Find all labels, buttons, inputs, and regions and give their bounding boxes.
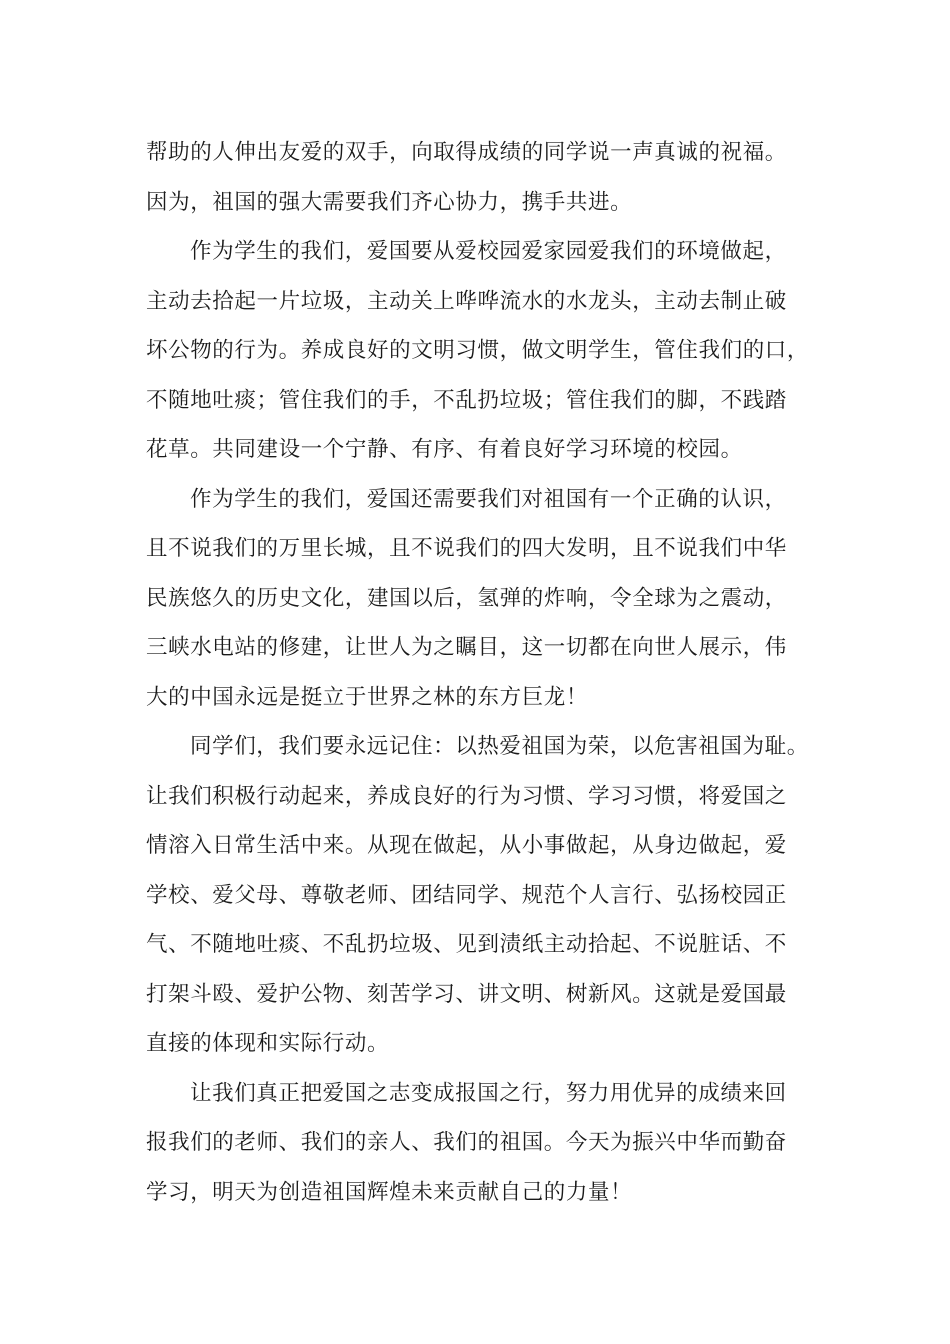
text-line: 打架斗殴、爱护公物、刻苦学习、讲文明、树新风。这就是爱国最	[146, 981, 787, 1007]
text-line: 气、不随地吐痰、不乱扔垃圾、见到渍纸主动拾起、不说脏话、不	[146, 932, 787, 957]
text-line: 直接的体现和实际行动。	[146, 1031, 390, 1056]
text-line: 让我们真正把爱国之志变成报国之行，努力用优异的成绩来回	[190, 1080, 787, 1106]
text-line: 学校、爱父母、尊敬老师、团结同学、规范个人言行、弘扬校园正	[146, 882, 787, 908]
text-line: 作为学生的我们，爱国还需要我们对祖国有一个正确的认识，	[190, 486, 787, 512]
text-line: 因为，祖国的强大需要我们齐心协力，携手共进。	[146, 189, 633, 215]
text-line: 让我们积极行动起来，养成良好的行为习惯、学习习惯，将爱国之	[146, 783, 787, 809]
document-body	[146, 128, 826, 1217]
text-line: 情溶入日常生活中来。从现在做起，从小事做起，从身边做起，爱	[146, 833, 787, 858]
text-line: 花草。共同建设一个宁静、有序、有着良好学习环境的校园。	[146, 437, 743, 462]
text-line: 大的中国永远是挺立于世界之林的东方巨龙！	[146, 684, 589, 710]
text-line: 学习，明天为创造祖国辉煌未来贡献自己的力量！	[146, 1179, 633, 1205]
text-line: 三峡水电站的修建，让世人为之瞩目，这一切都在向世人展示，伟	[146, 635, 787, 660]
text-line: 民族悠久的历史文化，建国以后，氢弹的炸响，令全球为之震动，	[146, 585, 787, 611]
text-line: 帮助的人伸出友爱的双手，向取得成绩的同学说一声真诚的祝福。	[146, 140, 787, 165]
text-line: 作为学生的我们，爱国要从爱校园爱家园爱我们的环境做起，	[190, 239, 787, 264]
text-line: 且不说我们的万里长城，且不说我们的四大发明，且不说我们中华	[146, 536, 787, 561]
text-line: 报我们的老师、我们的亲人、我们的祖国。今天为振兴中华而勤奋	[146, 1130, 787, 1155]
text-line: 同学们，我们要永远记住：以热爱祖国为荣，以危害祖国为耻。	[190, 734, 809, 759]
text-line: 不随地吐痰；管住我们的手，不乱扔垃圾；管住我们的脚，不践踏	[146, 387, 787, 413]
text-line: 主动去拾起一片垃圾，主动关上哗哗流水的水龙头，主动去制止破	[146, 288, 787, 314]
text-line: 坏公物的行为。养成良好的文明习惯，做文明学生，管住我们的口，	[146, 338, 810, 363]
